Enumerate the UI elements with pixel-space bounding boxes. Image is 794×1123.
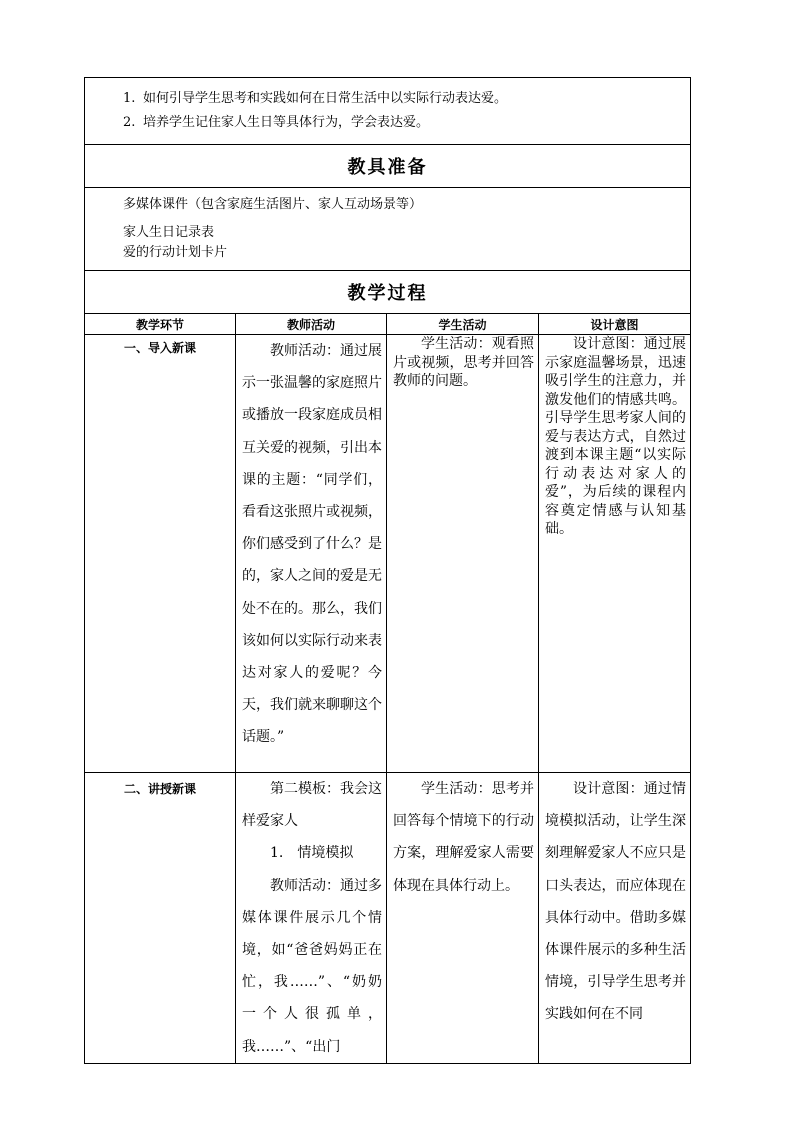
column-header-stage: 教学环节 xyxy=(85,314,236,335)
student-activity: 学生活动：观看照片或视频，思考并回答教师的问题。 xyxy=(387,335,539,773)
table-row xyxy=(85,773,691,1064)
prep-item: 家人生日记录表 xyxy=(123,225,215,240)
prep-items-cell xyxy=(85,188,691,271)
teacher-activity: 教师活动：通过展示一张温馨的家庭照片或播放一段家庭成员相互关爱的视频，引出本课的主题：“同学们，看看这张照片或视频，你们感受到了什么？是的，家人之间的爱是无处不在的。那么，我们该如何以实际行动来表达对家人的爱呢？今天，我们就来聊聊这个话题。” xyxy=(236,335,387,773)
design-intent: 设计意图：通过展示家庭温馨场景，迅速吸引学生的注意力，并激发他们的情感共鸣。引导学生思考家人间的爱与表达方式，自然过渡到本课主题“以实际行动表达对家人的爱”，为后续的课程内容奠定情感与认知基础。 xyxy=(539,335,691,773)
column-header-teacher: 教师活动 xyxy=(236,314,387,335)
column-header-student: 学生活动 xyxy=(387,314,539,335)
teacher-activity-text: 教师活动：通过多媒体课件展示几个情境，如“爸爸妈妈正在忙，我……”、“奶奶一个人很孤单，我……”、“出门 xyxy=(242,877,382,1055)
design-intent: 设计意图：通过情境模拟活动，让学生深刻理解爱家人不应只是口头表达，而应体现在具体行动中。借助多媒体课件展示的多种生活情境，引导学生思考并实践如何在不同 xyxy=(539,773,691,1064)
process-section-title: 教学过程 xyxy=(85,271,691,314)
teacher-template-title: 第二模板：我会这样爱家人 xyxy=(242,781,382,830)
lesson-plan-table xyxy=(84,77,691,1064)
teaching-goals-cell xyxy=(85,78,691,145)
student-activity: 学生活动：思考并回答每个情境下的行动方案，理解爱家人需要体现在具体行动上。 xyxy=(387,773,539,1064)
table-row xyxy=(85,335,691,773)
column-header-intent: 设计意图 xyxy=(539,314,691,335)
teacher-subheading: 1. 情境模拟 xyxy=(270,845,354,862)
goal-item: 1. 如何引导学生思考和实践如何在日常生活中以实际行动表达爱。 xyxy=(123,91,508,106)
teacher-activity xyxy=(236,773,387,1064)
prep-item: 多媒体课件（包含家庭生活图片、家人互动场景等） xyxy=(123,197,423,212)
prep-item: 爱的行动计划卡片 xyxy=(123,245,228,260)
prep-section-title: 教具准备 xyxy=(85,145,691,188)
stage-label: 二、讲授新课 xyxy=(85,773,236,1064)
goal-item: 2. 培养学生记住家人生日等具体行为，学会表达爱。 xyxy=(123,115,430,130)
stage-label: 一、导入新课 xyxy=(85,335,236,773)
